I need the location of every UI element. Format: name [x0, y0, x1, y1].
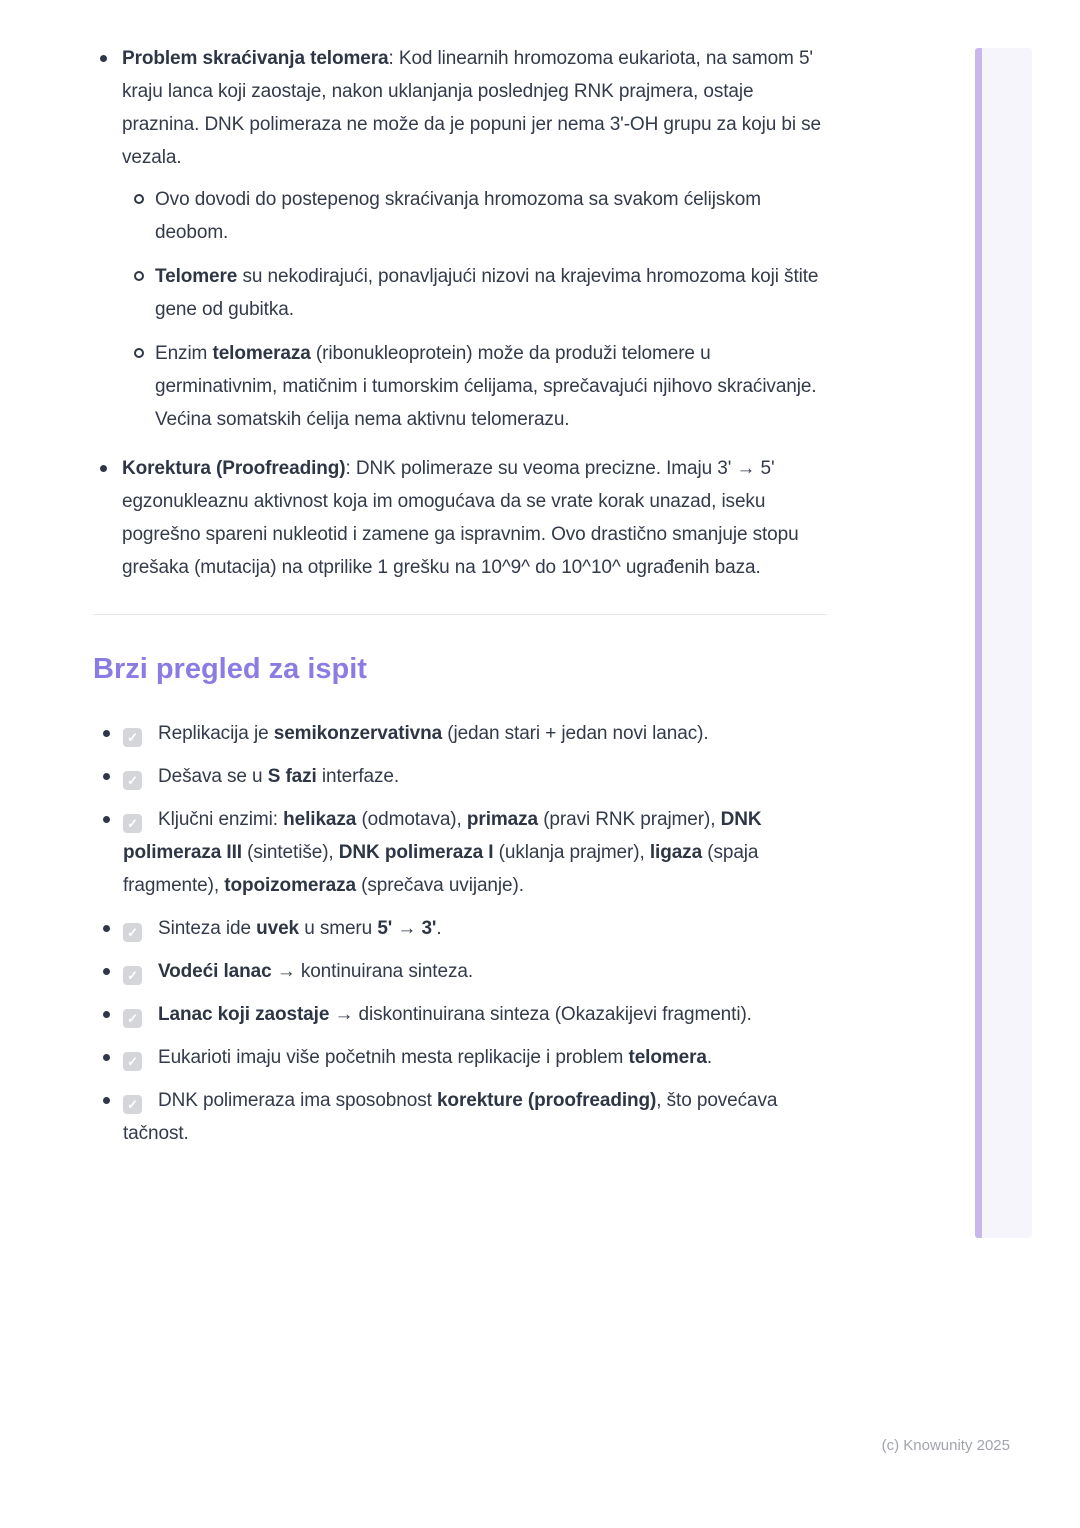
text-segment: (sintetiše), [241, 842, 339, 863]
bullet-dot-icon [100, 465, 107, 472]
checklist-item [93, 998, 827, 1031]
bullet-dot-icon [103, 1097, 110, 1104]
text-segment: DNK polimeraza III [123, 809, 762, 863]
text-segment: (pravi RNK prajmer), [538, 809, 721, 830]
text-segment: (spaja fragmente), [123, 842, 759, 896]
text-segment: (sprečava uvijanje). [355, 875, 524, 896]
text-segment: Enzim [155, 343, 213, 364]
bullet-dot-icon [103, 968, 110, 975]
text-segment: Vodeći lanac [158, 961, 272, 982]
text-segment: u smeru [299, 918, 378, 939]
text-segment: DNK polimeraza ima sposobnost [158, 1090, 437, 1111]
checkbox-checked-icon[interactable]: ✓ [123, 1052, 142, 1071]
text-segment: telomera [628, 1047, 707, 1068]
exam-checklist [93, 717, 827, 1150]
checklist-item [93, 760, 827, 793]
text-segment: Telomere [155, 266, 238, 287]
text-segment: (ribonukleoprotein) može da produži telomere u germinativnim, matičnim i tumorskim ćelijama, sprečavajući njihovo skraćivanje. Većina somatskih ćelija nema aktivnu telomerazu. [155, 343, 817, 430]
text-segment: su nekodirajući, ponavljajući nizovi na krajevima hromozoma koji štite gene od gubitka. [155, 266, 819, 320]
text-segment: korekture (proofreading) [436, 1090, 657, 1111]
checklist-item [93, 1084, 827, 1150]
bullet-dot-icon [103, 730, 110, 737]
text-segment: → kontinuirana sinteza. [271, 961, 473, 982]
text-segment: DNK polimeraza I [338, 842, 494, 863]
text-segment: Ovo dovodi do postepenog skraćivanja hromozoma sa svakom ćelijskom deobom. [155, 189, 761, 243]
sub-bullet-item [122, 260, 827, 326]
text-segment: Korektura (Proofreading) [122, 458, 346, 479]
sub-bullet-list [122, 183, 827, 436]
text-segment: → diskontinuirana sinteza (Okazakijevi fragmenti). [329, 1004, 752, 1025]
bullet-dot-icon [103, 925, 110, 932]
copyright-notice: (c) Knowunity 2025 [881, 1437, 1010, 1454]
checkbox-checked-icon[interactable]: ✓ [123, 728, 142, 747]
bullet-circle-icon [134, 348, 144, 358]
page-margin-strip [975, 48, 1032, 1238]
text-segment: topoizomeraza [224, 875, 356, 896]
checkbox-checked-icon[interactable]: ✓ [123, 1095, 142, 1114]
text-segment: Lanac koji zaostaje [158, 1004, 330, 1025]
checkbox-checked-icon[interactable]: ✓ [123, 771, 142, 790]
text-segment: Problem skraćivanja telomera [122, 48, 389, 69]
text-segment: Ključni enzimi: [158, 809, 284, 830]
text-segment: uvek [256, 918, 300, 939]
text-segment: Replikacija je [158, 723, 274, 744]
bullet-dot-icon [103, 816, 110, 823]
bullet-circle-icon [134, 194, 144, 204]
sub-bullet-item [122, 337, 827, 436]
text-segment: (uklanja prajmer), [493, 842, 650, 863]
section-divider [93, 614, 827, 615]
checklist-item [93, 955, 827, 988]
bullet-dot-icon [103, 773, 110, 780]
checkbox-checked-icon[interactable]: ✓ [123, 923, 142, 942]
text-segment: primaza [466, 809, 539, 830]
bullet-dot-icon [100, 55, 107, 62]
bullet-item-proofreading [93, 452, 827, 584]
text-segment: S fazi [267, 766, 317, 787]
checklist-item [93, 1041, 827, 1074]
checklist-item [93, 912, 827, 945]
text-segment: semikonzervativna [273, 723, 443, 744]
text-segment: , što povećava tačnost. [123, 1090, 778, 1144]
text-segment: : DNK polimeraze su veoma precizne. Imaju 3' → 5' egzonukleaznu aktivnost koja im omogućava da se vrate korak unazad, iseku pogrešno spareni nukleotid i zamene ga ispravnim. Ovo drastično smanjuje stopu grešaka (mutacija) na otprilike 1 grešku na 10^9^ do 10^10^ ugrađenih baza. [122, 458, 799, 578]
bullet-dot-icon [103, 1011, 110, 1018]
bullet-dot-icon [103, 1054, 110, 1061]
text-segment: Eukarioti imaju više početnih mesta replikacije i problem [158, 1047, 629, 1068]
text-segment: Sinteza ide [158, 918, 257, 939]
text-segment: (jedan stari + jedan novi lanac). [442, 723, 709, 744]
sub-bullet-item [122, 183, 827, 249]
bullet-item-telomere-problem [93, 42, 827, 436]
checklist-item [93, 803, 827, 902]
text-segment: ligaza [649, 842, 703, 863]
text-segment: Dešava se u [158, 766, 268, 787]
text-segment: . [436, 918, 442, 939]
text-segment: helikaza [283, 809, 357, 830]
checkbox-checked-icon[interactable]: ✓ [123, 966, 142, 985]
checkbox-checked-icon[interactable]: ✓ [123, 1009, 142, 1028]
checkbox-checked-icon[interactable]: ✓ [123, 814, 142, 833]
text-segment: 5' → 3' [377, 918, 437, 939]
notes-bullet-list [93, 42, 827, 584]
text-segment: (odmotava), [356, 809, 467, 830]
text-segment: interfaze. [316, 766, 400, 787]
text-segment: telomeraza [212, 343, 311, 364]
text-segment: : Kod linearnih hromozoma eukariota, na samom 5' kraju lanca koji zaostaje, nakon uklanjanja poslednjeg RNK prajmera, ostaje praznina. DNK polimeraza ne može da je popuni jer nema 3'-OH grupu za koju bi se vezala. [122, 48, 821, 168]
checklist-item [93, 717, 827, 750]
notes-content [93, 42, 827, 1160]
bullet-circle-icon [134, 271, 144, 281]
text-segment: . [706, 1047, 713, 1068]
section-heading: Brzi pregled za ispit [93, 653, 367, 685]
